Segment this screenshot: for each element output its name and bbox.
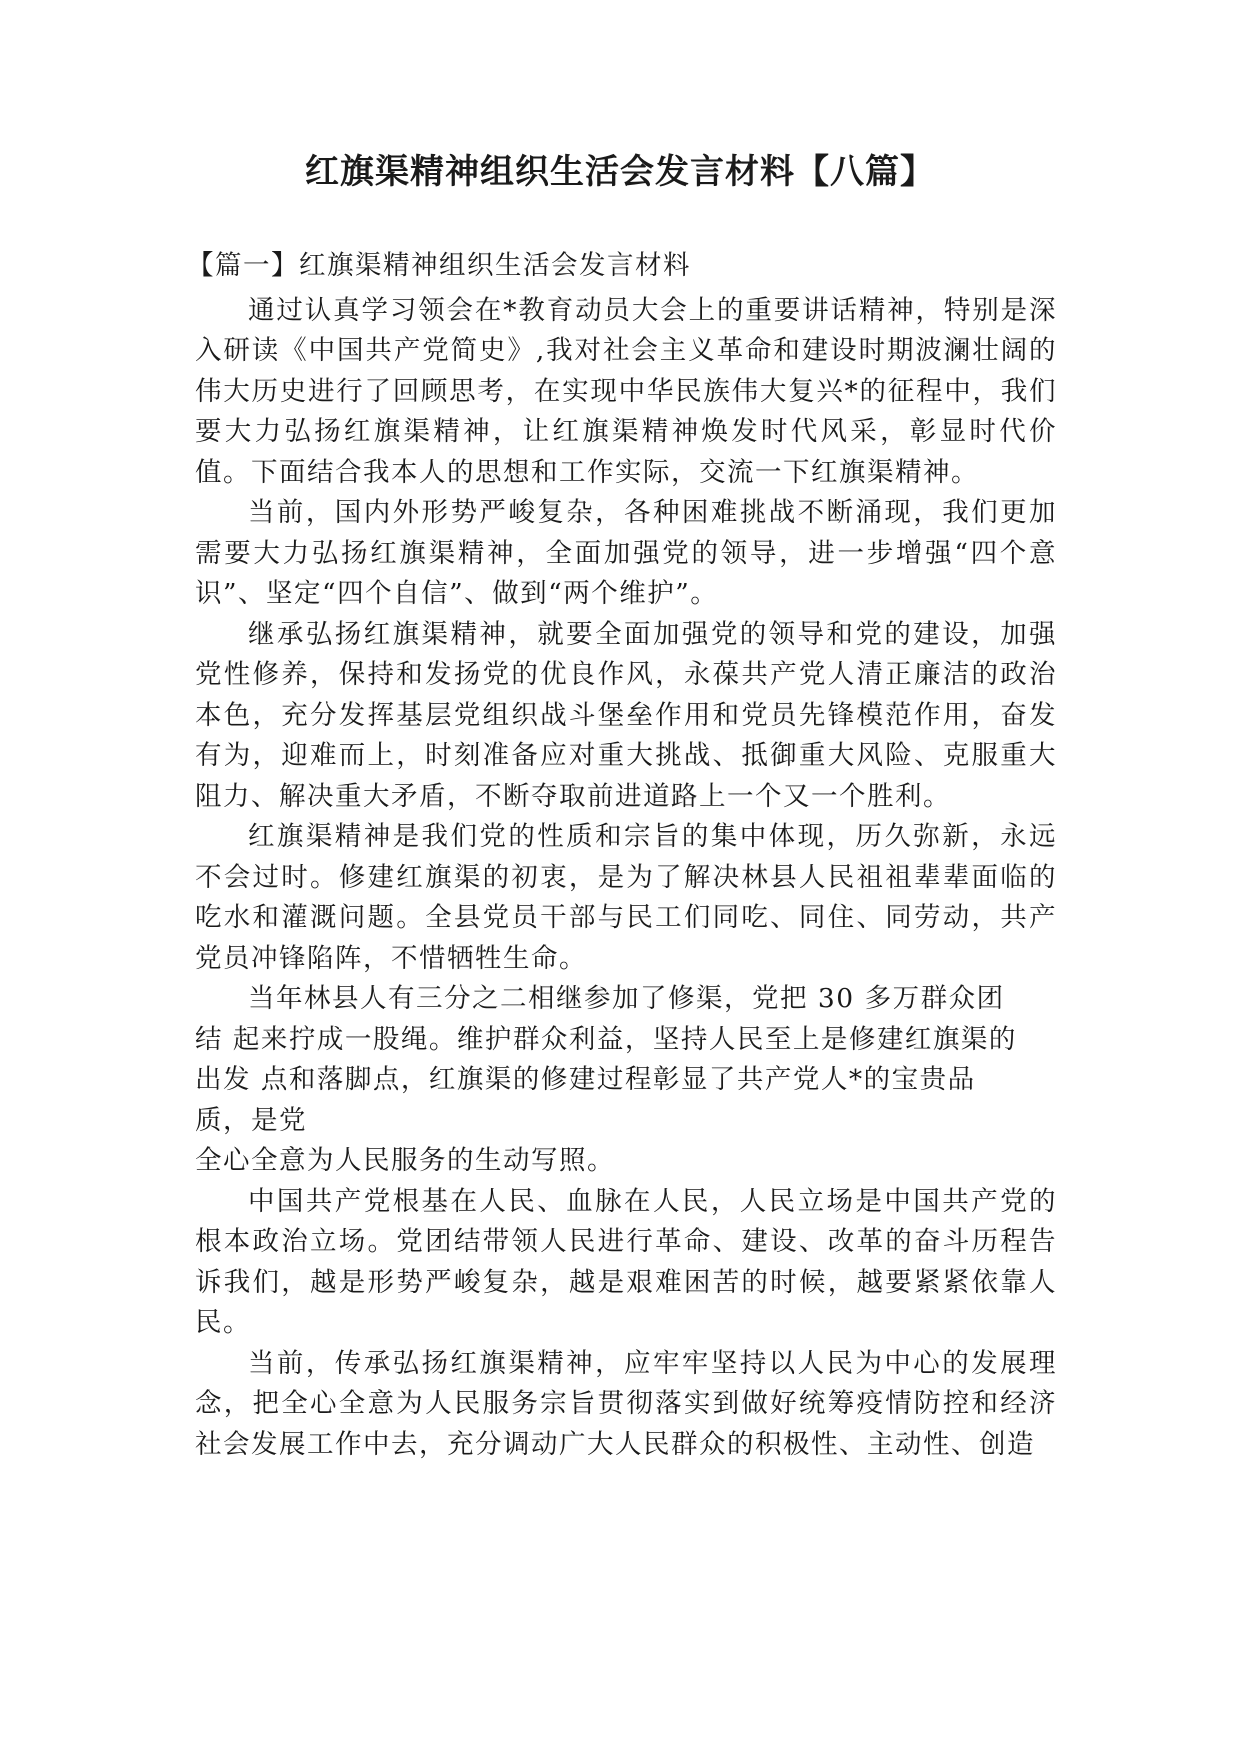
section-heading: 【篇一】红旗渠精神组织生活会发言材料 (187, 250, 691, 281)
paragraph-5-line-2: 结 起来拧成一股绳。维护群众利益，坚持人民至上是修建红旗渠的 (195, 1023, 1017, 1055)
paragraph-5-line-5: 全心全意为人民服务的生动写照。 (195, 1145, 615, 1176)
paragraph-1: 通过认真学习领会在*教育动员大会上的重要讲话精神，特别是深入研读《中国共产党简史》,我对社会主义革命和建设时期波澜壮阔的伟大历史进行了回顾思考，在实现中华民族伟大复兴*的征程中，我们要大力弘扬红旗渠精神，让红旗渠精神焕发时代风采，彰显时代价值。下面结合我本人的思想和工作实际，交流一下红旗渠精神。 (195, 294, 1057, 488)
paragraph-6: 中国共产党根基在人民、血脉在人民，人民立场是中国共产党的根本政治立场。党团结带领人民进行革命、建设、改革的奋斗历程告诉我们，越是形势严峻复杂，越是艰难困苦的时候，越要紧紧依靠人民。 (195, 1185, 1057, 1338)
paragraph-2: 当前，国内外形势严峻复杂，各种困难挑战不断涌现，我们更加需要大力弘扬红旗渠精神，全面加强党的领导，进一步增强“四个意识”、坚定“四个自信”、做到“两个维护”。 (195, 497, 1057, 609)
paragraph-3: 继承弘扬红旗渠精神，就要全面加强党的领导和党的建设，加强党性修养，保持和发扬党的优良作风，永葆共产党人清正廉洁的政治本色，充分发挥基层党组织战斗堡垒作用和党员先锋模范作用，奋发有为，迎难而上，时刻准备应对重大挑战、抵御重大风险、克服重大阻力、解决重大矛盾，不断夺取前进道路上一个又一个胜利。 (195, 618, 1057, 812)
paragraph-5-line-4: 质，是党 (195, 1104, 307, 1136)
paragraph-5 (195, 979, 1057, 1182)
document-title: 红旗渠精神组织生活会发言材料【八篇】 (305, 152, 935, 192)
paragraph-4: 红旗渠精神是我们党的性质和宗旨的集中体现，历久弥新，永远不会过时。修建红旗渠的初衷，是为了解决林县人民祖祖辈辈面临的吃水和灌溉问题。全县党员干部与民工们同吃、同住、同劳动，共产党员冲锋陷阵，不惜牺牲生命。 (195, 821, 1057, 974)
paragraph-7: 当前，传承弘扬红旗渠精神，应牢牢坚持以人民为中心的发展理念，把全心全意为人民服务宗旨贯彻落实到做好统筹疫情防控和经济社会发展工作中去，充分调动广大人民群众的积极性、主动性、创造 (195, 1347, 1057, 1460)
paragraph-5-line-3: 出发 点和落脚点，红旗渠的修建过程彰显了共产党人*的宝贵品 (195, 1064, 976, 1095)
document-body (187, 246, 1057, 1465)
paragraph-5-line-1: 当年林县人有三分之二相继参加了修渠，党把 30 多万群众团 (248, 983, 1005, 1014)
